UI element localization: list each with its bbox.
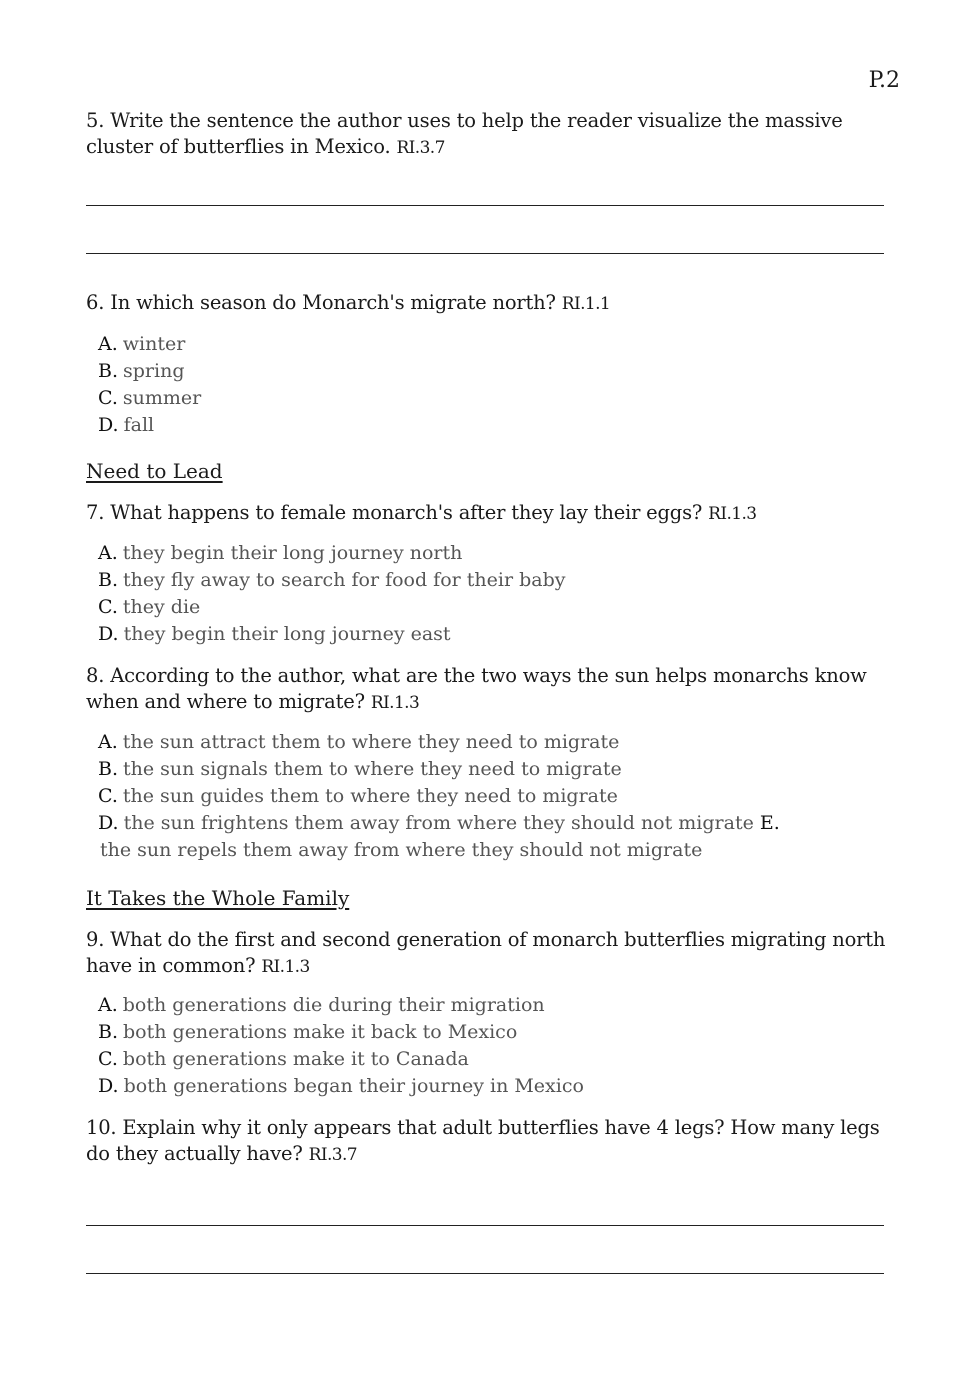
question-9-standard: RI.1.3 <box>261 957 310 977</box>
option-8e-letter[interactable]: E. <box>759 812 780 834</box>
question-6-text: 6. In which season do Monarch's migrate north? <box>86 291 556 314</box>
answer-line-10b[interactable] <box>86 1273 884 1274</box>
question-6-options <box>98 331 898 439</box>
option-8d[interactable]: D. the sun frightens them away from where they should not migrate E. <box>98 812 780 834</box>
question-9-options <box>98 992 898 1100</box>
option-6b[interactable]: B. spring <box>98 360 185 382</box>
option-6d[interactable]: D. fall <box>98 414 155 436</box>
option-6a[interactable]: A. winter <box>98 333 186 355</box>
option-9c[interactable]: C. both generations make it to Canada <box>98 1048 469 1070</box>
option-8e[interactable]: the sun repels them away from where they should not migrate <box>100 839 703 861</box>
question-9 <box>86 927 896 980</box>
answer-line-10a[interactable] <box>86 1225 884 1226</box>
question-10 <box>86 1115 896 1168</box>
option-7d[interactable]: D. they begin their long journey east <box>98 623 451 645</box>
option-9d[interactable]: D. both generations began their journey in Mexico <box>98 1075 584 1097</box>
question-8-standard: RI.1.3 <box>370 693 420 713</box>
question-7 <box>86 500 896 527</box>
section-heading-need-to-lead: Need to Lead <box>86 459 223 483</box>
option-9b[interactable]: B. both generations make it back to Mexico <box>98 1021 518 1043</box>
question-6-standard: RI.1.1 <box>561 294 611 314</box>
question-6 <box>86 290 896 317</box>
option-8a[interactable]: A. the sun attract them to where they need to migrate <box>98 731 620 753</box>
answer-line-5b[interactable] <box>86 253 884 254</box>
question-7-options <box>98 540 898 648</box>
section-heading-whole-family: It Takes the Whole Family <box>86 886 350 910</box>
option-9a[interactable]: A. both generations die during their migration <box>98 994 545 1016</box>
question-10-standard: RI.3.7 <box>308 1145 357 1165</box>
question-7-standard: RI.1.3 <box>708 504 757 524</box>
question-10-text: 10. Explain why it only appears that adult butterflies have 4 legs? How many legs do they actually have? <box>86 1116 880 1165</box>
option-8b[interactable]: B. the sun signals them to where they need to migrate <box>98 758 622 780</box>
question-5-standard: RI.3.7 <box>396 138 445 158</box>
option-6c[interactable]: C. summer <box>98 387 202 409</box>
answer-line-5a[interactable] <box>86 205 884 206</box>
page-number: P.2 <box>868 68 900 93</box>
option-7b[interactable]: B. they fly away to search for food for their baby <box>98 569 566 591</box>
question-9-text: 9. What do the first and second generation of monarch butterflies migrating north have in common? <box>86 928 886 977</box>
option-8c[interactable]: C. the sun guides them to where they need to migrate <box>98 785 618 807</box>
option-7a[interactable]: A. they begin their long journey north <box>98 542 463 564</box>
question-8-text: 8. According to the author, what are the two ways the sun helps monarchs know when and where to migrate? <box>86 664 867 713</box>
question-8 <box>86 663 896 716</box>
option-7c[interactable]: C. they die <box>98 596 201 618</box>
question-5-text: 5. Write the sentence the author uses to help the reader visualize the massive cluster of butterflies in Mexico. <box>86 109 843 158</box>
question-7-text: 7. What happens to female monarch's after they lay their eggs? <box>86 501 703 524</box>
question-5 <box>86 108 896 161</box>
question-8-options <box>98 729 898 864</box>
